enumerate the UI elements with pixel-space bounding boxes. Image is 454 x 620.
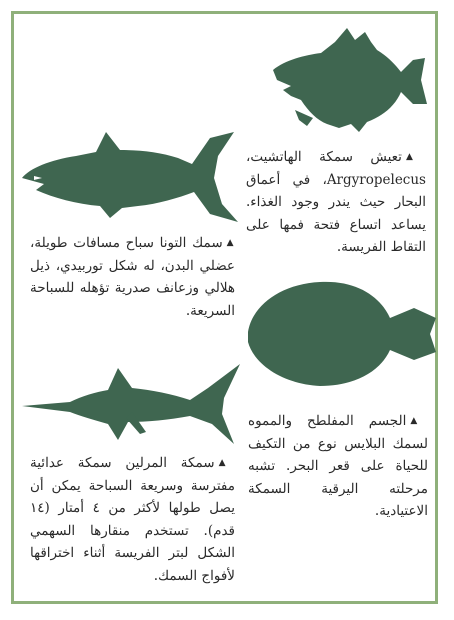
hatchetfish-silhouette: [255, 20, 435, 140]
marlin-caption-text: سمكة المرلين سمكة عدائية مفترسة وسريعة السباحة يمكن أن يصل طولها لأكثر من ٤ أمتار (١٤ قدم). تستخدم منقارها السهمي الشكل لبتر الفريسة أثناء اختراقها لأفواج السمك.: [30, 455, 235, 584]
plaice-caption-text: الجسم المفلطح والمموه لسمك البلايس نوع من التكيف للحياة على قعر البحر. تشبه مرحلته اليرقية السمكة الاعتيادية.: [248, 413, 428, 519]
hatchetfish-latin-name: Argyropelecus: [326, 171, 426, 188]
tuna-silhouette: [20, 126, 240, 226]
hatchetfish-caption: [246, 146, 426, 259]
hatchetfish-caption-text-b: ، في أعماق البحار حيث يندر وجود الغذاء. يساعد اتساع فتحة فمها على التقاط الفريسة.: [246, 171, 426, 255]
marlin-caption: [30, 452, 235, 587]
hatchetfish-caption-text-a: تعيش سمكة الهاتشيت،: [246, 149, 402, 165]
bullet-triangle-icon: ▲: [218, 458, 235, 468]
bullet-triangle-icon: ▲: [405, 152, 427, 162]
plaice-silhouette: [244, 278, 439, 390]
bullet-triangle-icon: ▲: [410, 416, 429, 426]
tuna-caption: [30, 232, 235, 322]
plaice-caption: [248, 410, 428, 523]
tuna-caption-text: سمك التونا سباح مسافات طويلة، عضلي البدن، له شكل توربيدي، ذيل هلالي وزعانف صدرية تؤهله للسباحة السريعة.: [30, 235, 235, 319]
bullet-triangle-icon: ▲: [226, 238, 236, 248]
marlin-silhouette: [22, 360, 244, 452]
